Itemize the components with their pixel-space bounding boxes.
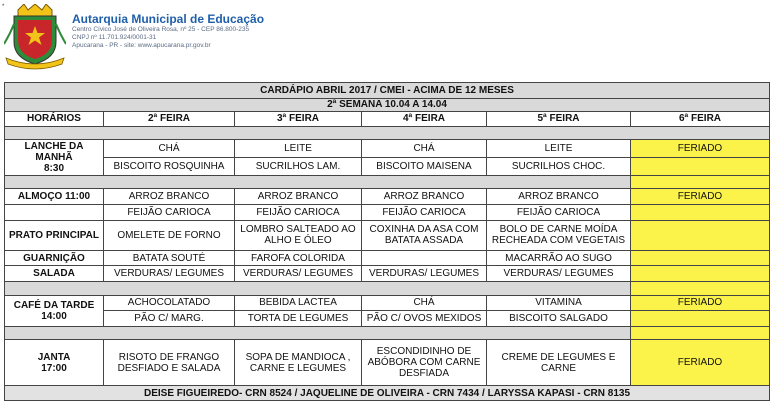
menu-cell: MACARRÃO AO SUGO <box>487 250 631 266</box>
week-row <box>5 98 770 112</box>
holiday-cell: FERIADO <box>631 340 770 386</box>
separator <box>5 282 631 296</box>
separator-row <box>5 175 770 189</box>
empty-cell <box>5 204 104 220</box>
menu-cell <box>362 250 487 266</box>
title-row <box>5 83 770 99</box>
menu-cell: LEITE <box>235 140 362 158</box>
menu-cell: FEIJÃO CARIOCA <box>235 204 362 220</box>
section-label: GUARNIÇÃO <box>5 250 104 266</box>
menu-cell: SUCRILHOS CHOC. <box>487 158 631 176</box>
column-header: 6ª FEIRA <box>631 112 770 127</box>
column-header-row <box>5 112 770 127</box>
menu-cell: CHÁ <box>362 140 487 158</box>
menu-cell: BISCOITO ROSQUINHA <box>104 158 235 176</box>
menu-cell: ARROZ BRANCO <box>104 189 235 205</box>
menu-cell: ARROZ BRANCO <box>487 189 631 205</box>
holiday-cell <box>631 282 770 296</box>
organization-site: Apucarana - PR - site: www.apucarana.pr.gov.br <box>72 42 211 49</box>
holiday-cell: FERIADO <box>631 295 770 311</box>
separator <box>5 126 770 140</box>
menu-cell: ARROZ BRANCO <box>235 189 362 205</box>
table-row <box>5 250 770 266</box>
menu-cell: RISOTO DE FRANGO DESFIADO E SALADA <box>104 340 235 386</box>
menu-cell: CREME DE LEGUMES E CARNE <box>487 340 631 386</box>
holiday-cell <box>631 326 770 340</box>
menu-cell: SOPA DE MANDIOCA , CARNE E LEGUMES <box>235 340 362 386</box>
organization-address: Centro Cívico José de Oliveira Rosa, nº 25 - CEP 86.800-235 <box>72 26 250 33</box>
menu-cell: OMELETE DE FORNO <box>104 220 235 250</box>
menu-cell: VERDURAS/ LEGUMES <box>362 266 487 282</box>
menu-cell: PÃO C/ OVOS MEXIDOS <box>362 311 487 327</box>
separator-row <box>5 326 770 340</box>
menu-table <box>4 82 770 401</box>
section-time: 14:00 <box>41 310 67 322</box>
menu-cell: VERDURAS/ LEGUMES <box>104 266 235 282</box>
holiday-cell <box>631 204 770 220</box>
menu-cell: LOMBRO SALTEADO AO ALHO E ÓLEO <box>235 220 362 250</box>
menu-cell: VERDURAS/ LEGUMES <box>487 266 631 282</box>
organization-cnpj: CNPJ nº 11.701.924/0001-31 <box>72 34 157 41</box>
table-row <box>5 340 770 386</box>
column-header: 2ª FEIRA <box>104 112 235 127</box>
menu-cell: CHÁ <box>104 140 235 158</box>
table-row <box>5 204 770 220</box>
menu-cell: BATATA SOUTÉ <box>104 250 235 266</box>
section-label: SALADA <box>5 266 104 282</box>
table-row <box>5 295 770 311</box>
section-label: ALMOÇO 11:00 <box>5 189 104 205</box>
section-time: 8:30 <box>43 163 64 175</box>
menu-cell: BOLO DE CARNE MOÍDA RECHEADA COM VEGETAIS <box>487 220 631 250</box>
menu-cell: PÃO C/ MARG. <box>104 311 235 327</box>
menu-cell: VITAMINA <box>487 295 631 311</box>
column-header: 4ª FEIRA <box>362 112 487 127</box>
section-time: 17:00 <box>41 362 67 374</box>
section-label-janta <box>5 340 104 386</box>
column-header: 3ª FEIRA <box>235 112 362 127</box>
holiday-cell <box>631 266 770 282</box>
menu-cell: TORTA DE LEGUMES <box>235 311 362 327</box>
section-label: JANTA <box>37 351 71 363</box>
table-row <box>5 266 770 282</box>
table-row <box>5 189 770 205</box>
menu-cell: BISCOITO MAISENA <box>362 158 487 176</box>
menu-cell: SUCRILHOS LAM. <box>235 158 362 176</box>
organization-name: Autarquia Municipal de Educação <box>72 12 265 26</box>
letterhead <box>0 0 775 80</box>
menu-cell: COXINHA DA ASA COM BATATA ASSADA <box>362 220 487 250</box>
organization-block <box>72 12 264 50</box>
week-label: 2ª SEMANA 10.04 A 14.04 <box>5 98 770 112</box>
holiday-cell <box>631 175 770 189</box>
section-label-cafe <box>5 295 104 326</box>
holiday-cell <box>631 311 770 327</box>
section-label: CAFÉ DA TARDE <box>13 299 95 311</box>
menu-cell: LEITE <box>487 140 631 158</box>
separator-row <box>5 126 770 140</box>
menu-title: CARDÁPIO ABRIL 2017 / CMEI - ACIMA DE 12 MESES <box>5 83 770 99</box>
menu-cell: FEIJÃO CARIOCA <box>104 204 235 220</box>
municipal-crest-icon <box>4 4 66 70</box>
menu-cell: ESCONDIDINHO DE ABÓBORA COM CARNE DESFIADA <box>362 340 487 386</box>
table-row <box>5 140 770 158</box>
menu-cell: VERDURAS/ LEGUMES <box>235 266 362 282</box>
footer-row <box>5 386 770 401</box>
section-label: LANCHE DA MANHÃ <box>24 141 84 164</box>
holiday-cell: FERIADO <box>631 189 770 205</box>
section-label: PRATO PRINCIPAL <box>5 220 104 250</box>
menu-cell: BISCOITO SALGADO <box>487 311 631 327</box>
holiday-cell: FERIADO <box>631 140 770 158</box>
table-row <box>5 220 770 250</box>
column-header: HORÁRIOS <box>5 112 104 127</box>
corner-mark: * <box>2 4 5 10</box>
table-row <box>5 158 770 176</box>
menu-cell: ACHOCOLATADO <box>104 295 235 311</box>
holiday-cell <box>631 158 770 176</box>
column-header: 5ª FEIRA <box>487 112 631 127</box>
menu-cell: BEBIDA LACTEA <box>235 295 362 311</box>
table-row <box>5 311 770 327</box>
menu-cell: FAROFA COLORIDA <box>235 250 362 266</box>
menu-cell: FEIJÃO CARIOCA <box>362 204 487 220</box>
separator <box>5 326 631 340</box>
holiday-cell <box>631 250 770 266</box>
menu-cell: CHÁ <box>362 295 487 311</box>
nutritionists-footer: DEISE FIGUEIREDO- CRN 8524 / JAQUELINE DE OLIVEIRA - CRN 7434 / LARYSSA KAPASI - CRN 8135 <box>5 386 770 401</box>
holiday-cell <box>631 220 770 250</box>
section-label-lanche <box>5 140 104 175</box>
separator <box>5 175 631 189</box>
menu-cell: ARROZ BRANCO <box>362 189 487 205</box>
menu-cell: FEIJÃO CARIOCA <box>487 204 631 220</box>
separator-row <box>5 282 770 296</box>
